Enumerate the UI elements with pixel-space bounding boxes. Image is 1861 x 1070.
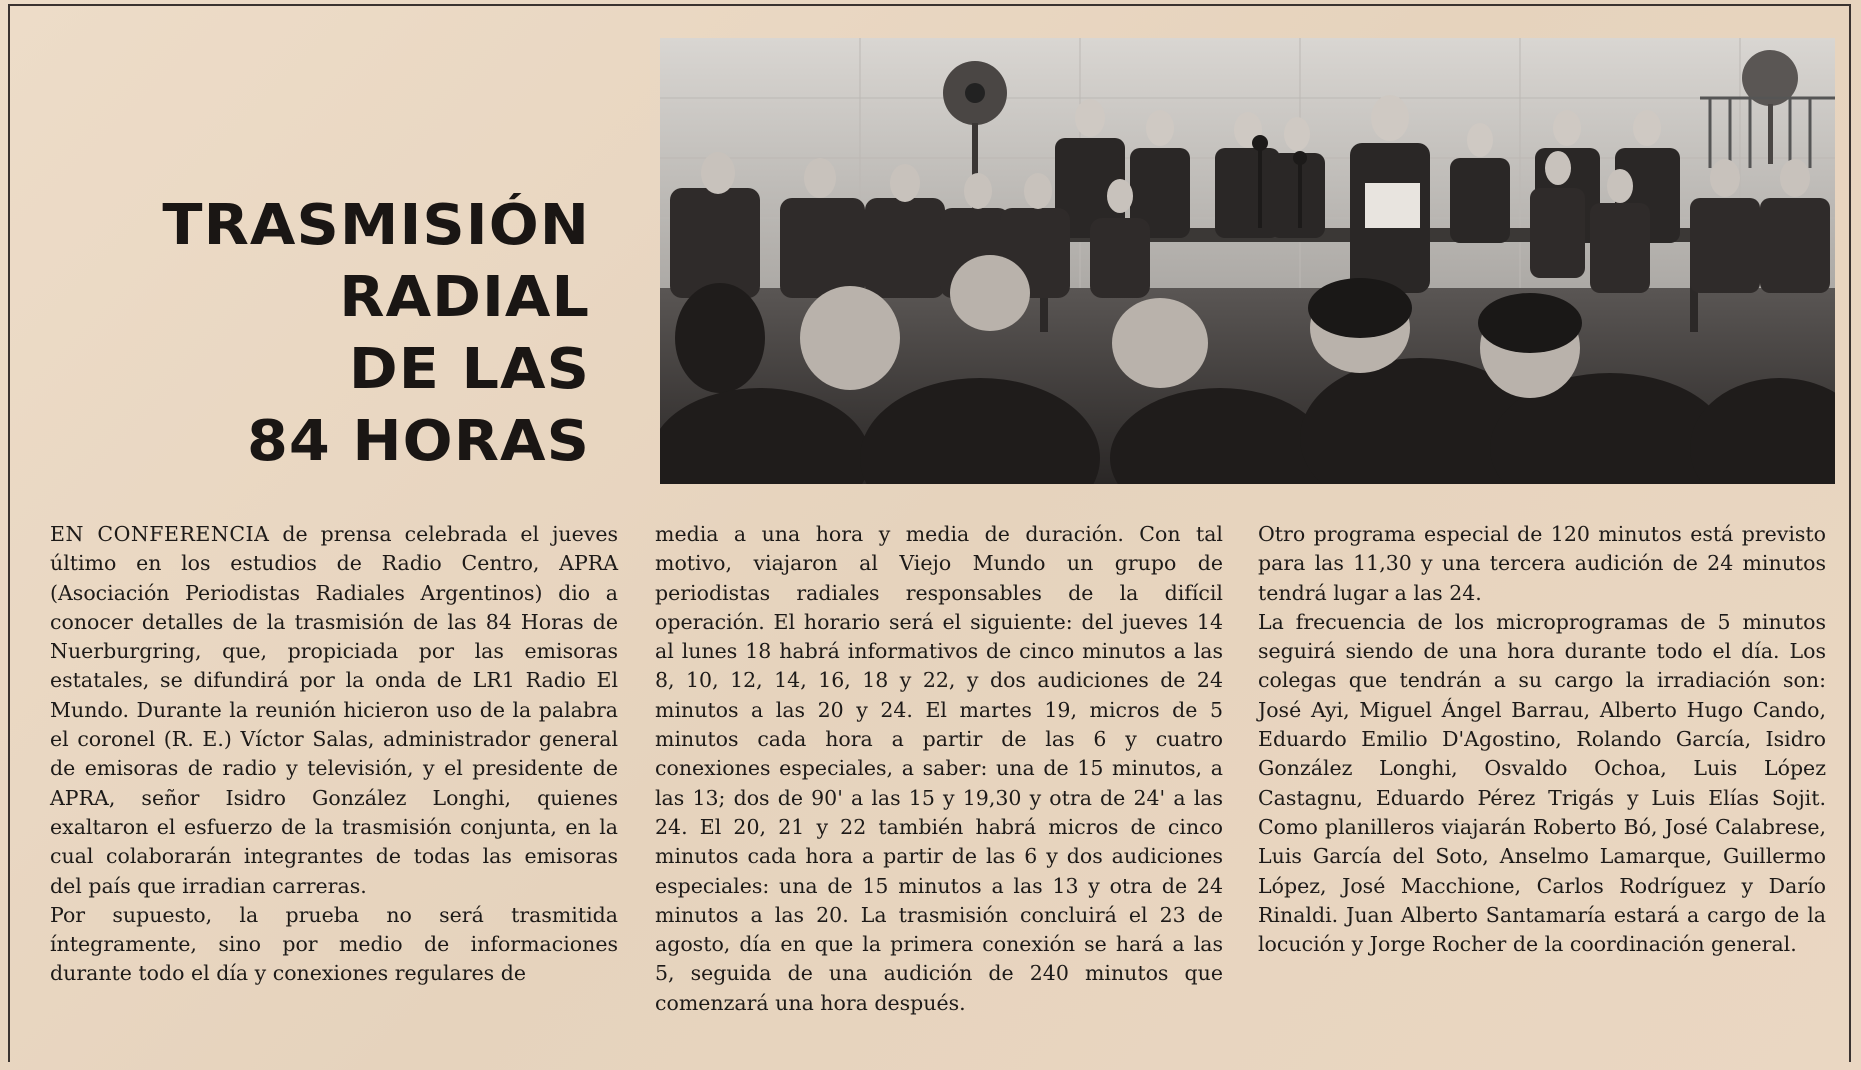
headline-line-2: RADIAL [339, 265, 590, 330]
article-column-2 [655, 520, 1223, 1018]
paragraph-lead: EN CONFERENCIA [50, 522, 270, 546]
paragraph: media a una hora y media de duración. Con tal motivo, viajaron al Viejo Mundo un grupo de periodistas radiales responsables de la difícil operación. El horario será el siguiente: del jueves 14 al lunes 18 habrá informativos de cinco minutos a las 8, 10, 12, 14, 16, 18 y 22, y dos audiciones de 24 minutos a las 20 y 24. El martes 19, micros de 5 minutos cada hora a partir de las 6 y cuatro conexiones especiales, a saber: una de 15 minutos, a las 13; dos de 90' a las 15 y 19,30 y otra de 24' a las 24. El 20, 21 y 22 también habrá micros de cinco minutos cada hora a partir de las 6 y dos audiciones especiales: una de 15 minutos a las 13 y otra de 24 minutos a las 20. La trasmisión concluirá el 23 de agosto, día en que la primera conexión se hará a las 5, seguida de una audición de 240 minutos que comenzará una hora después. [655, 522, 1223, 1015]
headline-line-4: 84 HORAS [246, 409, 590, 474]
paragraph: Otro programa especial de 120 minutos está previsto para las 11,30 y una tercera audición de 24 minutos tendrá lugar a las 24. [1258, 522, 1826, 605]
article-column-3 [1258, 520, 1826, 959]
headline-line-3: DE LAS [348, 337, 590, 402]
photo-illustration [660, 38, 1835, 484]
headline-line-1: TRASMISIÓN [162, 193, 590, 258]
press-conference-photo [660, 38, 1835, 484]
paragraph-text: de prensa celebrada el jueves último en los estudios de Radio Centro, APRA (Asociación Periodistas Radiales Argentinos) dio a conocer detalles de la trasmisión de las 84 Horas de Nuerburgring, que, propiciada por las emisoras estatales, se difundirá por la onda de LR1 Radio El Mundo. Durante la reunión hicieron uso de la palabra el coronel (R. E.) Víctor Salas, administrador general de emisoras de radio y televisión, y el presidente de APRA, señor Isidro González Longhi, quienes exaltaron el esfuerzo de la trasmisión conjunta, en la cual colaborarán integrantes de todas las emisoras del país que irradian carreras. [50, 522, 618, 898]
article-column-1 [50, 520, 618, 989]
article-headline [34, 190, 591, 478]
paragraph: Por supuesto, la prueba no será trasmitida íntegramente, sino por medio de informaciones durante todo el día y conexiones regulares de [50, 902, 618, 986]
paragraph [50, 520, 618, 901]
paragraph: La frecuencia de los microprogramas de 5 minutos seguirá siendo de una hora durante todo el día. Los colegas que tendrán a su cargo la irradiación son: José Ayi, Miguel Ángel Barrau, Alberto Hugo Cando, Eduardo Emilio D'Agostino, Rolando García, Isidro González Longhi, Osvaldo Ochoa, Luis López Castagnu, Eduardo Pérez Trigás y Luis Elías Sojit. Como planilleros viajarán Roberto Bó, José Calabrese, Luis García del Soto, Anselmo Lamarque, Guillermo López, José Macchione, Carlos Rodríguez y Darío Rinaldi. Juan Alberto Santamaría estará a cargo de la locución y Jorge Rocher de la coordinación general. [1258, 609, 1826, 957]
